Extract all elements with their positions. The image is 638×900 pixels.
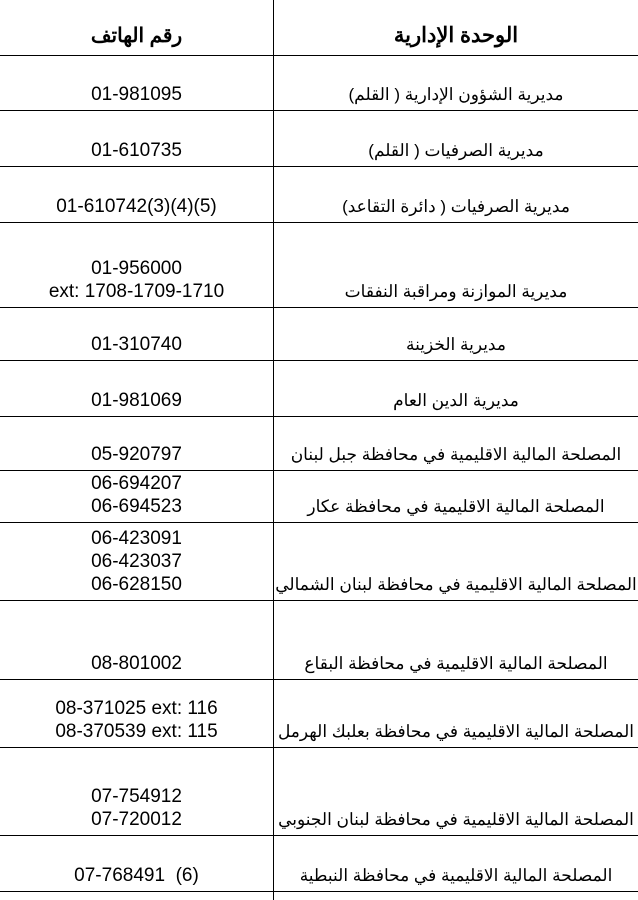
phone-number: 06-694523 (91, 496, 182, 517)
table-row (0, 417, 638, 471)
phone-cell (0, 472, 273, 522)
table-row (0, 836, 638, 892)
unit-column-header: الوحدة الإدارية (393, 24, 519, 47)
unit-cell: مديرية الدين العام (393, 391, 519, 410)
unit-cell: المصلحة المالية الاقليمية في محافظة بعلبك الهرمل (277, 722, 635, 741)
phone-number: 07-754912 (91, 786, 182, 807)
phone-extension: ext: 1708-1709-1710 (48, 281, 225, 302)
table-row (0, 523, 638, 601)
table-row (0, 601, 638, 680)
table-row (0, 748, 638, 836)
phone-number: 08-370539 ext: 115 (55, 721, 218, 742)
phone-cell (0, 195, 273, 222)
phone-cell (0, 389, 273, 416)
unit-cell: المصلحة المالية الاقليمية في محافظة البقاع (304, 654, 608, 673)
phone-number: 01-610735 (91, 140, 182, 161)
phone-number: 06-694207 (91, 473, 182, 494)
unit-cell: المصلحة المالية الاقليمية في محافظة النبطية (299, 866, 613, 885)
unit-cell: المصلحة المالية الاقليمية في محافظة عكار (307, 497, 605, 516)
phone-number: 07-768491 (6) (74, 865, 199, 886)
phone-cell (0, 652, 273, 679)
phone-cell (0, 443, 273, 470)
phone-cell (0, 527, 273, 600)
table-row (0, 167, 638, 223)
phone-number: 08-801002 (91, 653, 182, 674)
phone-number: 01-610742(3)(4)(5) (56, 196, 217, 217)
unit-cell: مديرية الخزينة (406, 335, 506, 354)
table-row (0, 471, 638, 523)
phone-number: 06-423091 (91, 528, 182, 549)
phone-cell (0, 139, 273, 166)
phone-number: 01-981095 (91, 84, 182, 105)
phone-cell (0, 697, 273, 747)
table-row (0, 56, 638, 111)
unit-cell: مديرية الموازنة ومراقبة النفقات (344, 282, 568, 301)
phone-number: 08-371025 ext: 116 (55, 698, 218, 719)
unit-cell: مديرية الشؤون الإدارية ( القلم) (348, 85, 564, 104)
unit-cell: المصلحة المالية الاقليمية في محافظة جبل لبنان (290, 445, 622, 464)
phone-number: 05-920797 (91, 444, 182, 465)
table-row (0, 680, 638, 748)
phone-number: 06-628150 (91, 574, 182, 595)
phone-cell (0, 257, 273, 307)
table-row (0, 308, 638, 361)
phone-number: 07-720012 (91, 809, 182, 830)
unit-cell: مديرية الصرفيات ( القلم) (368, 141, 544, 160)
phone-number: 01-981069 (91, 390, 182, 411)
unit-cell: مديرية الصرفيات ( دائرة التقاعد) (342, 197, 570, 216)
phone-cell (0, 864, 273, 891)
table-row (0, 223, 638, 308)
table-row (0, 111, 638, 167)
unit-cell: المصلحة المالية الاقليمية في محافظة لبنان الشمالي (275, 575, 637, 594)
phone-cell (0, 333, 273, 360)
unit-cell: المصلحة المالية الاقليمية في محافظة لبنان الجنوبي (278, 810, 634, 829)
table-header-row (0, 0, 638, 56)
phone-number: 01-310740 (91, 334, 182, 355)
phone-cell (0, 785, 273, 835)
phone-cell (0, 83, 273, 110)
phone-column-header: رقم الهاتف (90, 25, 183, 47)
phone-number: 06-423037 (91, 551, 182, 572)
phone-number: 01-956000 (91, 258, 182, 279)
table-row (0, 361, 638, 417)
